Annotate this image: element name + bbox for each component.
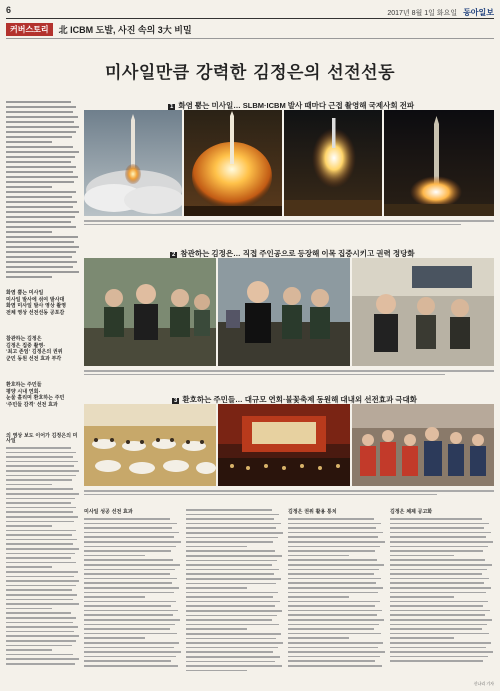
text-line bbox=[6, 640, 76, 642]
side-heading-3 bbox=[6, 382, 80, 408]
text-line bbox=[390, 523, 489, 525]
text-line bbox=[84, 573, 170, 575]
text-line bbox=[6, 530, 76, 532]
missile-launch-3-image bbox=[284, 110, 382, 216]
side-heading-1-line-3: 화염 미사일 발사 영상 촬영 bbox=[6, 303, 67, 309]
text-line bbox=[288, 555, 349, 557]
text-line bbox=[390, 637, 454, 639]
text-line bbox=[6, 226, 76, 228]
text-line bbox=[186, 661, 275, 663]
text-line bbox=[84, 633, 177, 635]
text-line bbox=[84, 527, 172, 529]
text-line bbox=[6, 585, 76, 587]
text-line bbox=[6, 461, 78, 463]
text-line bbox=[390, 596, 454, 598]
text-line bbox=[390, 555, 454, 557]
text-line bbox=[6, 261, 77, 263]
text-line bbox=[186, 514, 279, 516]
text-line bbox=[288, 587, 383, 589]
text-line bbox=[288, 550, 375, 552]
text-line bbox=[186, 518, 274, 520]
text-line bbox=[288, 569, 379, 571]
text-line bbox=[6, 231, 52, 233]
text-line bbox=[6, 156, 75, 158]
body-column-2-lines bbox=[84, 518, 182, 667]
text-line bbox=[84, 596, 145, 598]
side-heading-2-line-3: '최고 존엄' 김정은의 권위 bbox=[6, 349, 63, 355]
text-line bbox=[6, 635, 79, 637]
text-line bbox=[6, 576, 74, 578]
page-number: 6 bbox=[6, 5, 12, 15]
text-line bbox=[390, 550, 483, 552]
text-line bbox=[84, 660, 171, 662]
text-line bbox=[186, 642, 283, 644]
text-line bbox=[186, 596, 273, 598]
text-line bbox=[6, 191, 76, 193]
text-line bbox=[6, 196, 72, 198]
text-line bbox=[6, 612, 71, 614]
text-line bbox=[6, 256, 72, 258]
text-line bbox=[6, 121, 74, 123]
text-line bbox=[288, 633, 381, 635]
text-line bbox=[84, 665, 178, 667]
text-line bbox=[288, 660, 375, 662]
text-line bbox=[6, 251, 76, 253]
text-line bbox=[84, 546, 176, 548]
text-line bbox=[6, 276, 52, 278]
text-line bbox=[6, 186, 52, 188]
body-column-4 bbox=[288, 506, 386, 686]
kim-observing-3-image bbox=[352, 258, 494, 366]
body-column-2 bbox=[84, 506, 182, 686]
text-line bbox=[6, 498, 75, 500]
text-line bbox=[390, 564, 492, 566]
text-line bbox=[390, 601, 488, 603]
photo-missile-launch-2 bbox=[184, 110, 282, 216]
text-line bbox=[186, 665, 282, 667]
text-line bbox=[6, 470, 79, 472]
text-line bbox=[6, 101, 71, 103]
text-line bbox=[186, 541, 273, 543]
text-line bbox=[288, 628, 374, 630]
body-subhead-1: 의 영상 보도 이어가 김정은의 미사일 bbox=[6, 433, 78, 444]
section-banner bbox=[6, 22, 192, 36]
photo-celebration-crowd bbox=[352, 404, 494, 486]
byline: 신나리 기자 bbox=[473, 681, 494, 686]
text-line bbox=[6, 246, 79, 248]
text-line bbox=[390, 633, 489, 635]
text-line bbox=[6, 176, 78, 178]
text-line bbox=[390, 518, 482, 520]
text-line bbox=[84, 624, 175, 626]
text-line bbox=[6, 493, 79, 495]
text-line bbox=[84, 642, 179, 644]
text-line bbox=[186, 564, 272, 566]
publication-name: 동아일보 bbox=[463, 8, 494, 17]
text-line bbox=[186, 619, 272, 621]
text-line bbox=[6, 166, 76, 168]
text-line bbox=[6, 447, 71, 449]
body-column-3 bbox=[186, 506, 284, 686]
text-line bbox=[6, 534, 72, 536]
body-column-1 bbox=[6, 430, 80, 686]
section-tag: 커버스토리 bbox=[6, 23, 53, 36]
text-line bbox=[288, 665, 382, 667]
text-line bbox=[288, 647, 378, 649]
text-line bbox=[6, 566, 52, 568]
intro-column bbox=[6, 98, 80, 280]
text-line bbox=[84, 564, 180, 566]
text-line bbox=[6, 484, 52, 486]
text-line bbox=[288, 619, 384, 621]
text-line bbox=[84, 614, 173, 616]
text-line bbox=[84, 605, 171, 607]
text-line bbox=[6, 181, 74, 183]
text-line bbox=[6, 502, 71, 504]
side-heading-3-line-2: 평양 시내 연회· bbox=[6, 388, 41, 395]
text-line bbox=[186, 656, 280, 658]
caption-1-body bbox=[84, 218, 494, 232]
celebration-fireworks-image bbox=[218, 404, 350, 486]
photo-missile-launch-3 bbox=[284, 110, 382, 216]
text-line bbox=[390, 628, 482, 630]
text-line bbox=[84, 532, 179, 534]
text-line bbox=[6, 271, 79, 273]
body-column-5-lines bbox=[390, 518, 494, 662]
text-line bbox=[6, 622, 73, 624]
text-line bbox=[6, 475, 76, 477]
text-line bbox=[186, 532, 283, 534]
text-line bbox=[288, 592, 378, 594]
text-line bbox=[390, 573, 482, 575]
caption-3-text: 환호하는 주민들… 대규모 연회·불꽃축제 동원해 대내외 선전효과 극대화 bbox=[182, 395, 418, 404]
text-line bbox=[288, 637, 349, 639]
text-line bbox=[186, 670, 247, 672]
side-heading-3-line-1: 환호하는 주민들 bbox=[6, 382, 42, 388]
text-line bbox=[6, 221, 71, 223]
text-line bbox=[84, 587, 179, 589]
text-line bbox=[6, 452, 76, 454]
text-line bbox=[84, 619, 180, 621]
text-line bbox=[84, 578, 177, 580]
side-heading-1 bbox=[6, 290, 80, 316]
text-line bbox=[288, 518, 374, 520]
side-heading-2 bbox=[6, 336, 80, 362]
missile-launch-1-image bbox=[84, 110, 182, 216]
text-line bbox=[6, 539, 77, 541]
text-line bbox=[6, 645, 72, 647]
text-line bbox=[84, 656, 176, 658]
text-line bbox=[84, 637, 145, 639]
text-line bbox=[390, 610, 490, 612]
text-line bbox=[186, 550, 275, 552]
text-line bbox=[186, 509, 272, 511]
text-line bbox=[84, 518, 170, 520]
text-line bbox=[186, 573, 274, 575]
text-line bbox=[84, 647, 174, 649]
text-line bbox=[6, 654, 73, 656]
text-line bbox=[6, 126, 79, 128]
text-line bbox=[6, 663, 75, 665]
celebration-crowd-image bbox=[352, 404, 494, 486]
text-line bbox=[186, 592, 278, 594]
text-line bbox=[186, 605, 275, 607]
side-heading-1-line-4: 전체 영상 선전선동 공포감 bbox=[6, 309, 65, 316]
text-line bbox=[84, 610, 178, 612]
caption-2-body bbox=[84, 368, 494, 380]
text-line bbox=[84, 601, 176, 603]
text-line bbox=[6, 465, 74, 467]
text-line bbox=[390, 605, 483, 607]
text-line bbox=[6, 599, 73, 601]
text-line bbox=[6, 626, 78, 628]
text-line bbox=[6, 548, 79, 550]
text-line bbox=[6, 507, 76, 509]
photo-kim-observing-2 bbox=[218, 258, 350, 366]
text-line bbox=[390, 587, 491, 589]
text-line bbox=[390, 660, 483, 662]
caption-2-text: 참관하는 김정은… 직접 주인공으로 등장해 이목 집중시키고 권력 정당화 bbox=[180, 249, 415, 258]
text-line bbox=[186, 647, 278, 649]
text-line bbox=[6, 111, 73, 113]
text-line bbox=[288, 559, 377, 561]
text-line bbox=[186, 633, 281, 635]
text-line bbox=[6, 631, 74, 633]
text-line bbox=[6, 116, 78, 118]
caption-1-number: 1 bbox=[170, 104, 174, 110]
text-line bbox=[288, 532, 383, 534]
text-line bbox=[390, 619, 492, 621]
text-line bbox=[84, 536, 174, 538]
side-heading-2-line-2: 김정은 집중 촬영· bbox=[6, 342, 46, 349]
text-line bbox=[390, 642, 491, 644]
text-line bbox=[6, 608, 52, 610]
text-line bbox=[6, 106, 76, 108]
text-line bbox=[390, 527, 484, 529]
text-line bbox=[390, 656, 488, 658]
text-line bbox=[288, 564, 384, 566]
photo-celebration-fireworks bbox=[218, 404, 350, 486]
text-line bbox=[288, 596, 349, 598]
text-line bbox=[390, 647, 486, 649]
text-line bbox=[186, 578, 281, 580]
text-line bbox=[84, 555, 145, 557]
missile-launch-2-image bbox=[184, 110, 282, 216]
header-rule bbox=[6, 18, 494, 19]
text-line bbox=[6, 617, 76, 619]
side-heading-3-line-4: '주민들 감격' 선전 효과 bbox=[6, 401, 58, 408]
body-column-3-lines bbox=[186, 509, 284, 671]
text-line bbox=[6, 141, 52, 143]
text-line bbox=[84, 592, 174, 594]
text-line bbox=[6, 456, 73, 458]
body-column-4-lines bbox=[288, 518, 386, 667]
text-line bbox=[288, 651, 385, 653]
text-line bbox=[390, 559, 485, 561]
text-line bbox=[186, 615, 277, 617]
text-line bbox=[288, 642, 383, 644]
photo-kim-observing-3 bbox=[352, 258, 494, 366]
text-line bbox=[390, 541, 493, 543]
body-subhead-2: 미사일 성공 선전 효과 bbox=[84, 509, 133, 515]
side-heading-2-line-4: 군민 동원 선전 효과 부각 bbox=[6, 355, 62, 362]
photo-kim-observing-1 bbox=[84, 258, 216, 366]
text-line bbox=[390, 651, 493, 653]
text-line bbox=[288, 656, 380, 658]
text-line bbox=[6, 571, 78, 573]
text-line bbox=[186, 523, 281, 525]
side-heading-2-line-1: 참관하는 김정은 bbox=[6, 336, 42, 342]
text-line bbox=[288, 536, 378, 538]
text-line bbox=[6, 136, 72, 138]
text-line bbox=[6, 266, 73, 268]
text-line bbox=[288, 578, 381, 580]
text-line bbox=[84, 582, 172, 584]
text-line bbox=[390, 614, 485, 616]
photo-missile-launch-1 bbox=[84, 110, 182, 216]
text-line bbox=[186, 537, 278, 539]
body-subhead-4: 김정은 체제 공고화 bbox=[390, 509, 433, 515]
text-line bbox=[6, 216, 75, 218]
text-line bbox=[288, 527, 376, 529]
side-heading-3-line-3: 눈물 흘리며 환호하는 주민 bbox=[6, 395, 65, 401]
text-line bbox=[6, 236, 78, 238]
text-line bbox=[6, 201, 77, 203]
text-line bbox=[6, 241, 74, 243]
body-column-5 bbox=[390, 506, 494, 678]
caption-1-text: 화염 뿜는 미사일… SLBM·ICBM 발사 때마다 근접 촬영해 국제사회 전파 bbox=[178, 101, 415, 110]
side-heading-1-line-1: 화염 뿜는 미사일 bbox=[6, 290, 44, 296]
text-line bbox=[6, 589, 72, 591]
text-line bbox=[6, 511, 73, 513]
text-line bbox=[6, 488, 73, 490]
text-line bbox=[288, 523, 381, 525]
caption-3-number: 3 bbox=[174, 398, 178, 404]
text-line bbox=[186, 610, 282, 612]
text-line bbox=[186, 555, 282, 557]
text-line bbox=[186, 560, 277, 562]
text-line bbox=[6, 161, 71, 163]
text-line bbox=[84, 559, 173, 561]
text-line bbox=[390, 569, 487, 571]
text-line bbox=[6, 206, 73, 208]
text-line bbox=[84, 569, 175, 571]
text-line bbox=[390, 592, 486, 594]
text-line bbox=[186, 628, 247, 630]
text-line bbox=[288, 601, 380, 603]
text-line bbox=[84, 523, 177, 525]
text-line bbox=[390, 536, 486, 538]
text-line bbox=[84, 541, 181, 543]
text-line bbox=[6, 479, 72, 481]
text-line bbox=[288, 614, 377, 616]
header-info bbox=[387, 7, 494, 18]
text-line bbox=[288, 546, 380, 548]
kim-observing-1-image bbox=[84, 258, 216, 366]
text-line bbox=[288, 610, 382, 612]
text-line bbox=[288, 582, 376, 584]
text-line bbox=[6, 151, 79, 153]
text-line bbox=[6, 557, 71, 559]
text-line bbox=[186, 651, 273, 653]
text-line bbox=[390, 582, 484, 584]
publish-date: 2017년 8월 1일 화요일 bbox=[387, 9, 458, 17]
text-line bbox=[288, 605, 375, 607]
text-line bbox=[6, 658, 79, 660]
text-line bbox=[186, 583, 276, 585]
text-line bbox=[6, 211, 79, 213]
text-line bbox=[6, 649, 52, 651]
text-line bbox=[6, 580, 79, 582]
side-heading-1-line-2: 미사일 발사에 섞여 발사대 bbox=[6, 296, 65, 303]
section-subtitle: 北 ICBM 도발, 사진 속의 3大 비밀 bbox=[58, 24, 192, 35]
text-line bbox=[6, 594, 77, 596]
text-line bbox=[186, 587, 247, 589]
text-line bbox=[390, 532, 491, 534]
text-line bbox=[288, 624, 379, 626]
missile-launch-4-image bbox=[384, 110, 494, 216]
body-column-1-lines bbox=[6, 447, 80, 665]
text-line bbox=[186, 527, 276, 529]
text-line bbox=[6, 131, 76, 133]
text-line bbox=[84, 651, 181, 653]
text-line bbox=[390, 578, 489, 580]
text-line bbox=[84, 628, 170, 630]
photo-missile-launch-4 bbox=[384, 110, 494, 216]
text-line bbox=[186, 601, 280, 603]
intro-text-lines bbox=[6, 101, 80, 278]
section-rule bbox=[6, 38, 494, 39]
text-line bbox=[186, 546, 247, 548]
text-line bbox=[186, 638, 276, 640]
text-line bbox=[84, 550, 171, 552]
body-subhead-3: 김정은 권위 활용 통치 bbox=[288, 509, 337, 515]
celebration-banquet-image bbox=[84, 404, 216, 486]
text-line bbox=[6, 516, 78, 518]
text-line bbox=[390, 546, 488, 548]
text-line bbox=[390, 624, 487, 626]
kim-observing-2-image bbox=[218, 258, 350, 366]
photo-celebration-banquet bbox=[84, 404, 216, 486]
text-line bbox=[186, 624, 279, 626]
caption-3-body bbox=[84, 488, 494, 500]
text-line bbox=[6, 525, 52, 527]
text-line bbox=[6, 603, 79, 605]
text-line bbox=[6, 146, 73, 148]
caption-2-number: 2 bbox=[172, 252, 176, 258]
text-line bbox=[6, 562, 76, 564]
text-line bbox=[288, 573, 374, 575]
page-header bbox=[6, 4, 494, 18]
text-line bbox=[288, 541, 385, 543]
text-line bbox=[186, 569, 279, 571]
text-line bbox=[6, 543, 73, 545]
text-line bbox=[6, 553, 75, 555]
headline: 미사일만큼 강력한 김정은의 선전선동 bbox=[104, 63, 395, 83]
text-line bbox=[6, 521, 74, 523]
text-line bbox=[6, 171, 73, 173]
